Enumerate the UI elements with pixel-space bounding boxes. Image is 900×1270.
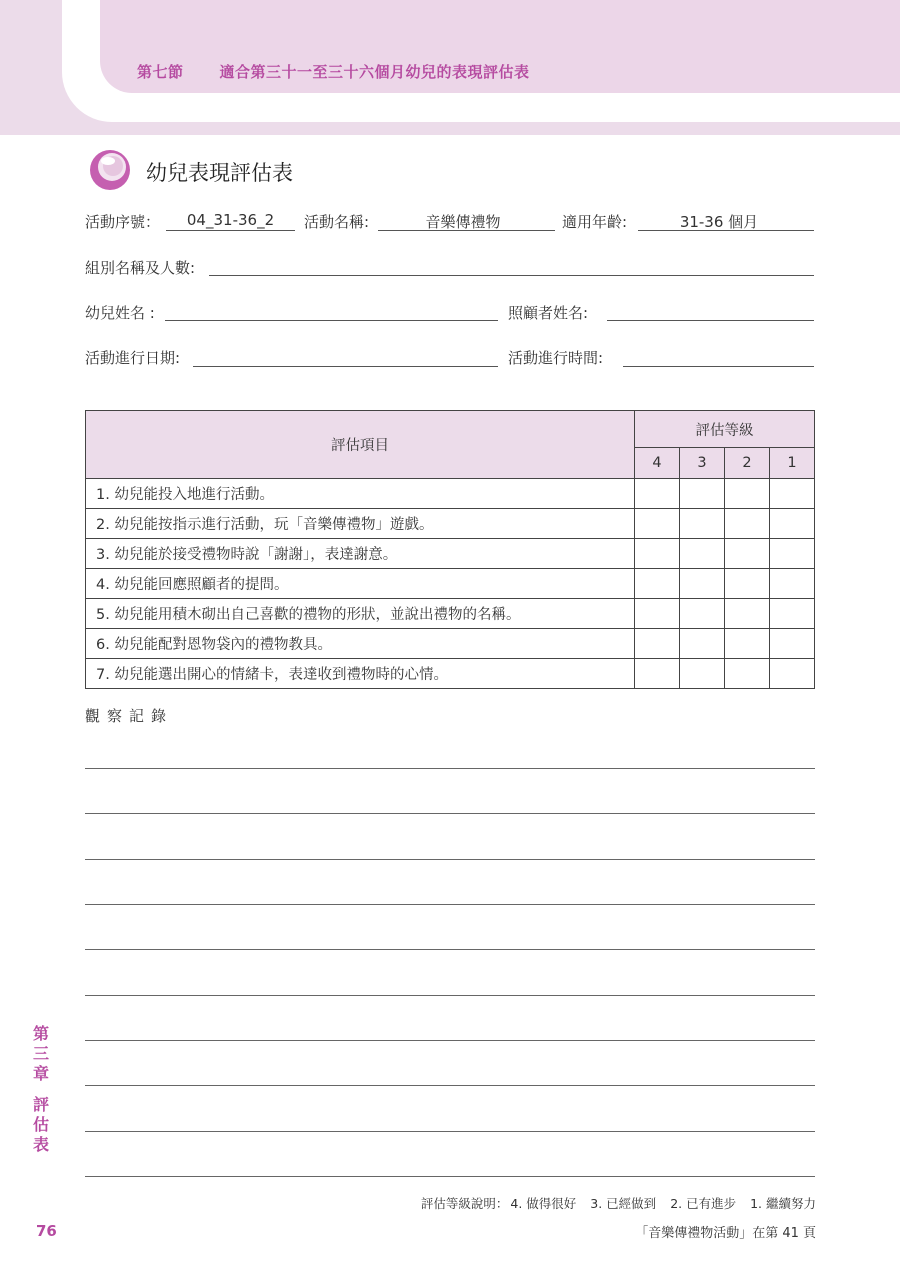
chapter-name-label (30, 1095, 52, 1155)
grade-3-header: 3 (680, 448, 725, 479)
activity-name-value: 音樂傳禮物 (425, 213, 501, 231)
chapter-char: 章 (32, 1064, 49, 1083)
observation-line[interactable] (85, 1085, 815, 1086)
legend-label: 評估等級說明： (420, 1196, 509, 1211)
table-row (86, 629, 815, 659)
grade-cell[interactable] (635, 479, 680, 509)
grade-cell[interactable] (770, 479, 815, 509)
caregiver-line (607, 320, 814, 321)
observation-line[interactable] (85, 1176, 815, 1177)
table-row (86, 659, 815, 689)
grade-cell[interactable] (770, 569, 815, 599)
time-line (623, 366, 814, 367)
observation-line[interactable] (85, 1131, 815, 1132)
chapter-name-char: 評 (32, 1095, 49, 1114)
item-text: 1. 幼兒能投入地進行活動。 (86, 479, 635, 509)
observation-line[interactable] (85, 904, 815, 905)
time-label: 活動進行時間: (508, 349, 604, 367)
caregiver-label: 照顧者姓名: (508, 304, 589, 322)
item-text: 7. 幼兒能選出開心的情緒卡，表達收到禮物時的心情。 (86, 659, 635, 689)
item-text: 5. 幼兒能用積木砌出自己喜歡的禮物的形狀，並說出禮物的名稱。 (86, 599, 635, 629)
grade-cell[interactable] (725, 539, 770, 569)
grade-cell[interactable] (635, 599, 680, 629)
grade-cell[interactable] (725, 509, 770, 539)
section-number: 第七節 (137, 63, 184, 81)
item-header: 評估項目 (86, 411, 635, 479)
grade-cell[interactable] (725, 479, 770, 509)
activity-no-value: 04_31-36_2 (186, 211, 275, 229)
legend-item: 3. 已經做到 (590, 1196, 657, 1211)
table-row (86, 599, 815, 629)
swirl-logo-icon (88, 148, 132, 192)
observation-line[interactable] (85, 949, 815, 950)
section-title: 適合第三十一至三十六個月幼兒的表現評估表 (219, 63, 530, 81)
group-label: 組別名稱及人數: (85, 259, 196, 277)
grade-cell[interactable] (770, 509, 815, 539)
activity-no-line (166, 230, 295, 231)
child-name-label: 幼兒姓名 : (85, 304, 155, 322)
grade-2-header: 2 (725, 448, 770, 479)
table-row (86, 539, 815, 569)
grade-cell[interactable] (680, 539, 725, 569)
grade-cell[interactable] (635, 659, 680, 689)
grade-cell[interactable] (770, 539, 815, 569)
grade-cell[interactable] (725, 569, 770, 599)
page-number: 76 (36, 1222, 57, 1240)
age-value: 31-36 個月 (679, 213, 759, 231)
grade-cell[interactable] (635, 539, 680, 569)
evaluation-table (85, 410, 815, 689)
grade-4-header: 4 (635, 448, 680, 479)
grade-cell[interactable] (680, 629, 725, 659)
observation-line[interactable] (85, 813, 815, 814)
activity-no-label: 活動序號： (85, 213, 161, 231)
observation-line[interactable] (85, 859, 815, 860)
grade-cell[interactable] (770, 599, 815, 629)
child-name-line (165, 320, 498, 321)
chapter-char: 三 (32, 1044, 49, 1063)
legend-item: 2. 已有進步 (670, 1196, 737, 1211)
grade-cell[interactable] (770, 629, 815, 659)
grade-cell[interactable] (770, 659, 815, 689)
grade-cell[interactable] (635, 509, 680, 539)
item-text: 3. 幼兒能於接受禮物時說「謝謝」，表達謝意。 (86, 539, 635, 569)
grade-cell[interactable] (725, 659, 770, 689)
date-label: 活動進行日期: (85, 349, 181, 367)
group-line (209, 275, 814, 276)
legend-item: 4. 做得很好 (510, 1196, 577, 1211)
item-text: 2. 幼兒能按指示進行活動，玩「音樂傳禮物」遊戲。 (86, 509, 635, 539)
grade-cell[interactable] (635, 629, 680, 659)
grade-header: 評估等級 (635, 411, 815, 448)
grade-cell[interactable] (725, 629, 770, 659)
legend-item: 1. 繼續努力 (750, 1196, 816, 1211)
grade-cell[interactable] (680, 509, 725, 539)
item-text: 6. 幼兒能配對恩物袋內的禮物教具。 (86, 629, 635, 659)
grade-cell[interactable] (680, 599, 725, 629)
age-label: 適用年齡: (562, 213, 628, 231)
observation-line[interactable] (85, 995, 815, 996)
activity-reference: 「音樂傳禮物活動」在第 41 頁 (635, 1226, 816, 1241)
table-row (86, 479, 815, 509)
chapter-name-char: 表 (32, 1135, 49, 1154)
observation-line[interactable] (85, 1040, 815, 1041)
observation-title: 觀察記錄 (85, 707, 174, 725)
grade-cell[interactable] (680, 479, 725, 509)
item-text: 4. 幼兒能回應照顧者的提問。 (86, 569, 635, 599)
date-line (193, 366, 498, 367)
grade-1-header: 1 (770, 448, 815, 479)
grade-cell[interactable] (680, 659, 725, 689)
grade-cell[interactable] (725, 599, 770, 629)
chapter-name-char: 估 (32, 1115, 49, 1134)
activity-name-label: 活動名稱: (304, 213, 370, 231)
table-row (86, 509, 815, 539)
table-row (86, 569, 815, 599)
grade-legend (421, 1194, 816, 1212)
chapter-label (30, 1024, 52, 1084)
form-title: 幼兒表現評估表 (146, 161, 293, 185)
grade-cell[interactable] (680, 569, 725, 599)
grade-cell[interactable] (635, 569, 680, 599)
chapter-char: 第 (32, 1024, 49, 1043)
observation-line[interactable] (85, 768, 815, 769)
section-header (137, 61, 530, 82)
